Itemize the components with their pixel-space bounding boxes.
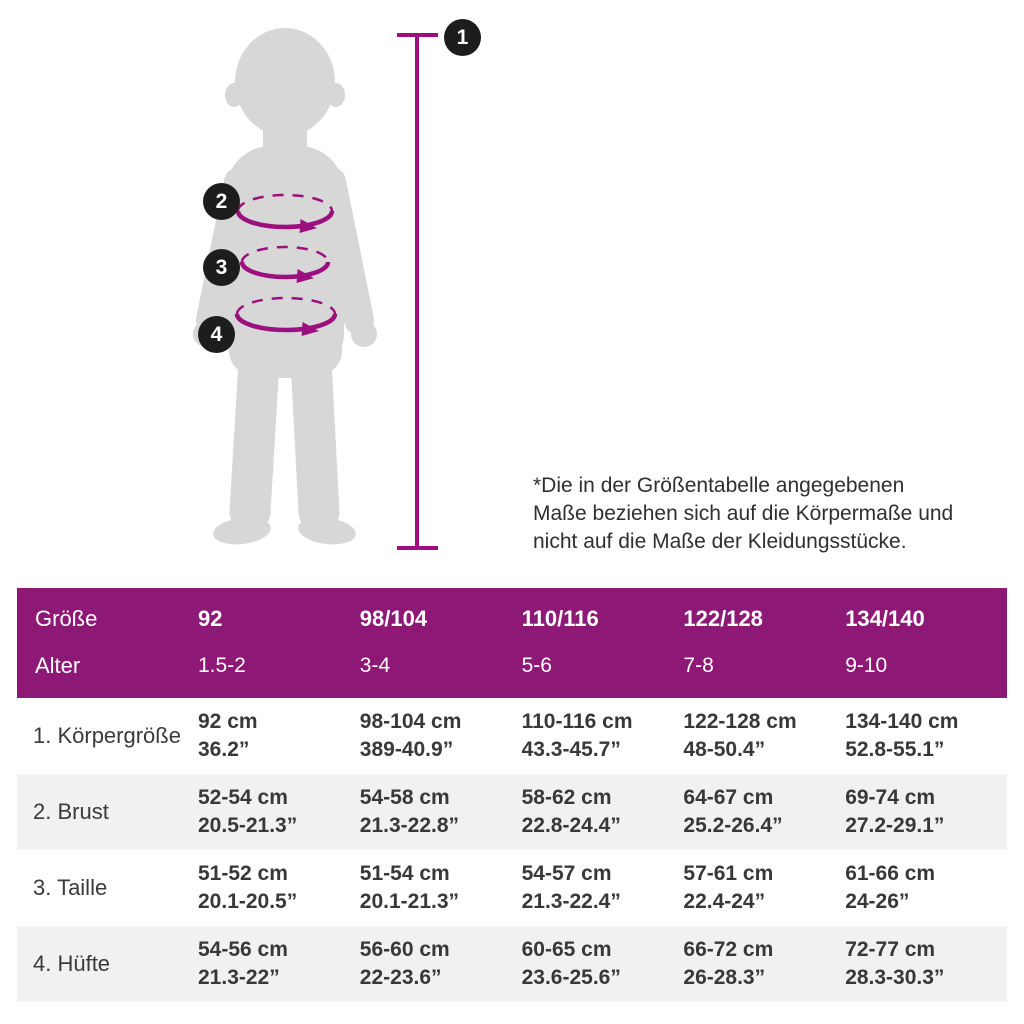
cell-inch: 21.3-22.4” xyxy=(521,890,621,913)
age-col-header: 3-4 xyxy=(359,653,391,677)
cell-cm: 122-128 cm xyxy=(683,710,797,733)
cell-inch: 43.3-45.7” xyxy=(521,738,621,761)
table-row-koerpergroesse xyxy=(17,698,1007,774)
age-col-header: 9-10 xyxy=(845,653,888,677)
age-col-header: 5-6 xyxy=(521,653,552,677)
cell-cm: 56-60 cm xyxy=(359,938,450,961)
cell-cm: 51-54 cm xyxy=(359,862,450,885)
measurement-cell xyxy=(198,708,360,764)
cell-inch: 23.6-25.6” xyxy=(521,966,621,989)
cell-cm: 69-74 cm xyxy=(845,786,936,809)
size-col-header: 98/104 xyxy=(359,605,428,631)
cell-cm: 60-65 cm xyxy=(521,938,612,961)
cell-cm: 61-66 cm xyxy=(845,862,936,885)
cell-inch: 25.2-26.4” xyxy=(683,814,783,837)
cell-cm: 54-58 cm xyxy=(359,786,450,809)
marker-number: 1 xyxy=(456,25,469,49)
cell-inch: 26-28.3” xyxy=(683,966,766,989)
size-col-header: 134/140 xyxy=(845,605,925,631)
cell-cm: 54-56 cm xyxy=(198,938,288,961)
cell-inch: 22-23.6” xyxy=(359,966,442,989)
age-col-header: 1.5-2 xyxy=(198,653,246,677)
cell-inch: 36.2” xyxy=(198,738,250,761)
disclaimer-line: nicht auf die Maße der Kleidungsstücke. xyxy=(533,530,907,553)
disclaimer-line: Maße beziehen sich auf die Körpermaße und xyxy=(533,502,954,525)
measurement-cell xyxy=(845,860,1007,916)
marker-badge-waist xyxy=(203,249,240,286)
cell-inch: 21.3-22” xyxy=(198,966,280,989)
cell-inch: 389-40.9” xyxy=(359,738,454,761)
measurement-cell xyxy=(683,708,845,764)
cell-cm: 92 cm xyxy=(198,710,258,733)
row-label: 3. Taille xyxy=(33,875,108,900)
marker-badge-chest xyxy=(203,183,240,220)
cell-cm: 98-104 cm xyxy=(359,710,462,733)
cell-cm: 134-140 cm xyxy=(845,710,959,733)
cell-inch: 22.4-24” xyxy=(683,890,766,913)
size-chart-table xyxy=(17,588,1007,1002)
cell-inch: 27.2-29.1” xyxy=(845,814,945,837)
measurement-cell xyxy=(522,936,684,992)
cell-inch: 24-26” xyxy=(845,890,910,913)
marker-number: 3 xyxy=(215,255,228,279)
measurement-cell xyxy=(198,784,360,840)
measurement-cell xyxy=(198,860,360,916)
measurement-cell xyxy=(845,784,1007,840)
measurement-cell xyxy=(360,936,522,992)
measurement-cell xyxy=(360,860,522,916)
cell-inch: 20.5-21.3” xyxy=(198,814,298,837)
cell-inch: 22.8-24.4” xyxy=(521,814,621,837)
row-label: 4. Hüfte xyxy=(33,951,111,976)
table-header xyxy=(17,588,1007,698)
age-col-header: 7-8 xyxy=(683,653,714,677)
disclaimer-line: *Die in der Größentabelle angegebenen xyxy=(533,474,905,497)
height-measure-line xyxy=(397,35,438,548)
cell-inch: 48-50.4” xyxy=(683,738,766,761)
marker-number: 2 xyxy=(215,189,228,213)
disclaimer-text xyxy=(533,472,1003,556)
cell-cm: 57-61 cm xyxy=(683,862,774,885)
cell-inch: 21.3-22.8” xyxy=(359,814,460,837)
measurement-cell xyxy=(845,708,1007,764)
size-row-label: Größe xyxy=(35,605,98,631)
measurement-cell xyxy=(360,708,522,764)
cell-cm: 54-57 cm xyxy=(521,862,612,885)
marker-badge-hip xyxy=(198,316,235,353)
cell-inch: 20.1-20.5” xyxy=(198,890,298,913)
marker-number: 4 xyxy=(210,322,223,346)
age-header-row xyxy=(17,642,1007,689)
row-label: 1. Körpergröße xyxy=(33,723,181,748)
table-row-brust xyxy=(17,774,1007,850)
size-col-header: 92 xyxy=(198,605,223,631)
age-row-label: Alter xyxy=(35,652,81,678)
measurement-cell xyxy=(522,708,684,764)
cell-cm: 52-54 cm xyxy=(198,786,288,809)
table-row-taille xyxy=(17,850,1007,926)
measurement-cell xyxy=(198,936,360,992)
table-body xyxy=(17,698,1007,1002)
cell-cm: 110-116 cm xyxy=(521,710,633,733)
row-label: 2. Brust xyxy=(33,799,109,824)
child-silhouette xyxy=(193,28,377,547)
measurement-cell xyxy=(683,784,845,840)
measurement-cell xyxy=(683,860,845,916)
cell-cm: 66-72 cm xyxy=(683,938,774,961)
table-row-huefte xyxy=(17,926,1007,1002)
size-col-header: 122/128 xyxy=(683,605,763,631)
cell-cm: 58-62 cm xyxy=(521,786,612,809)
measurement-cell xyxy=(683,936,845,992)
cell-cm: 72-77 cm xyxy=(845,938,936,961)
measurement-cell xyxy=(360,784,522,840)
size-header-row xyxy=(17,595,1007,642)
measurement-cell xyxy=(522,860,684,916)
cell-cm: 64-67 cm xyxy=(683,786,774,809)
size-col-header: 110/116 xyxy=(521,605,599,631)
cell-inch: 52.8-55.1” xyxy=(845,738,945,761)
marker-badge-height xyxy=(444,19,481,56)
measurement-cell xyxy=(845,936,1007,992)
cell-inch: 28.3-30.3” xyxy=(845,966,945,989)
measurement-cell xyxy=(522,784,684,840)
cell-inch: 20.1-21.3” xyxy=(359,890,460,913)
cell-cm: 51-52 cm xyxy=(198,862,288,885)
